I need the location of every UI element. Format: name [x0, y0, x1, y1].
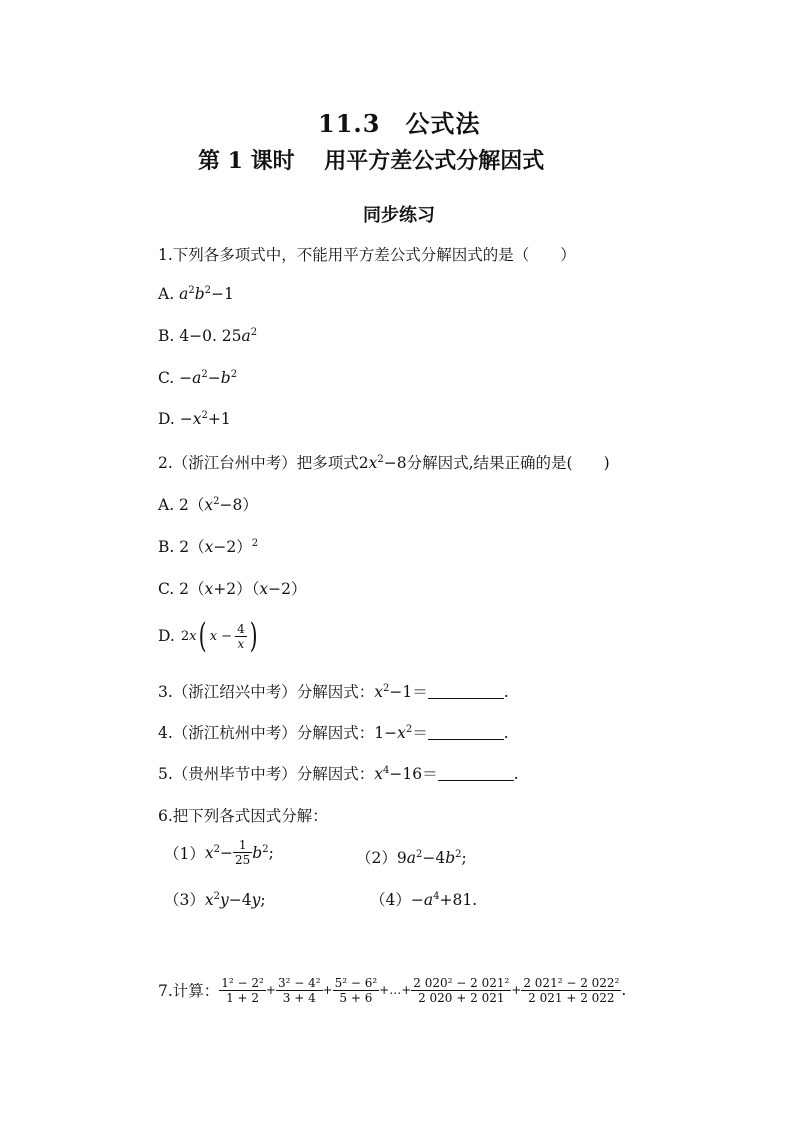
q1-option-b: B. 4−0. $25a^2$: [158, 327, 258, 345]
exercise-heading: 同步练习: [363, 205, 435, 226]
q5: 5.（贵州毕节中考）分解因式：$x^4-16=$ .: [158, 765, 519, 783]
q7-term-5: $\frac{\text{2 021² − 2 022²}}{2 021 + 2 022}$: [523, 975, 620, 1005]
q6-part3: $(3)x^2y-4y$;: [164, 891, 266, 909]
q7-term-3: $\frac{\text{5² − 6²}}{5 + 6}$: [334, 975, 378, 1005]
q4: 4.（浙江杭州中考）分解因式：$1-x^2=$ .: [158, 724, 509, 742]
q7-ellipsis: +…+: [379, 983, 412, 997]
q1-stem: 1.下列各多项式中，不能用平方差公式分解因式的是（ ）: [158, 246, 576, 264]
q7-label: 7.计算：: [158, 982, 220, 1000]
q6-part1-frac-den: 25: [235, 853, 251, 867]
q3: 3.（浙江绍兴中考）分解因式：$x^2-1=$ .: [158, 683, 509, 701]
q2-option-a: A. $2(x^2-8)$: [158, 496, 258, 514]
q1-option-c: C. $-a^2-b^2$: [158, 369, 238, 387]
q6-stem: 6.把下列各式因式分解：: [158, 807, 328, 825]
q1-option-a: A. $a^2b^2-1$: [158, 285, 234, 303]
q2-stem: 2.（浙江台州中考）把多项式$2x^2-8$分解因式,结果正确的是( ): [158, 454, 610, 472]
q5-answer-blank[interactable]: [438, 767, 514, 781]
q6-part4: $(4)-a^4+81$.: [370, 891, 478, 909]
q6-part1: （1） $x^2-$ $\frac{1}{25}$ $b^2$;: [164, 838, 274, 867]
q2-option-d-label: D.: [158, 627, 175, 645]
q7-term-2: $\frac{\text{3² − 4²}}{3 + 4}$: [277, 975, 321, 1005]
q2-option-d: D. 2x ( x − $\frac{4}{x}$ ): [158, 616, 258, 656]
q2-option-b: B. $2(x-2)^2$: [158, 538, 259, 556]
q6-part2: $(2)9a^2-4b^2$;: [356, 849, 467, 867]
section-title: 11.3 公式法: [318, 109, 481, 138]
q1-option-d: D. $-x^2+1$: [158, 410, 231, 428]
q7-term-4: $\frac{\text{2 020² − 2 021²}}{2 020 + 2 021}$: [413, 975, 510, 1005]
q2-option-c: C. 2（x+2）（x−2）: [158, 580, 307, 598]
q6-part1-label: （1）: [164, 844, 205, 863]
q7: 7.计算： $\frac{\text{1² − 2²}}{1 + 2}$ + $\frac{\text{3² − 4²}}{3 + 4}$ + $\frac{\text{5² − 6²}}{5 + 6}$ +…+ $\frac{\text{2 020² − 2 021²}}{2 020 + 2 021}$ + $\frac{\text{2 021² − 2 022²}}{2 021 + 2 022}$ .: [158, 975, 627, 1005]
q7-term-1: $\frac{\text{1² − 2²}}{1 + 2}$: [221, 975, 264, 1005]
q4-answer-blank[interactable]: [428, 726, 504, 740]
q7-end: .: [621, 981, 627, 999]
lesson-title: 第 1 课时 用平方差公式分解因式: [198, 148, 545, 174]
q3-answer-blank[interactable]: [428, 685, 504, 699]
q6-part1-frac-num: 1: [233, 838, 252, 853]
